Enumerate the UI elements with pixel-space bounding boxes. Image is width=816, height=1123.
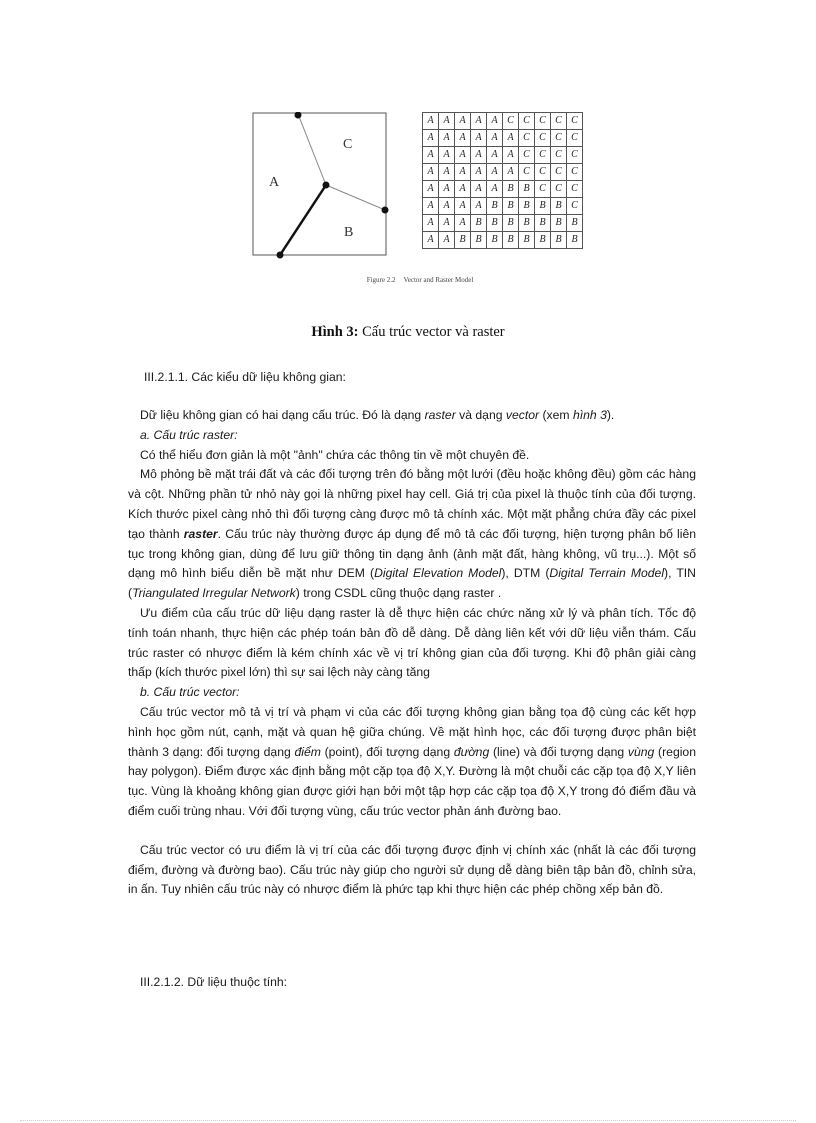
text-run: ), TIN ( [128, 566, 696, 601]
paragraph-vector-description [128, 703, 696, 822]
text-run: ), DTM ( [501, 566, 550, 581]
text-run: ) trong CSDL cũng thuộc dạng raster . [295, 586, 502, 601]
region-label-c: C [343, 137, 353, 152]
text-run: (xem [539, 408, 573, 422]
raster-cell: B [471, 232, 487, 249]
paragraph-raster-description [128, 465, 696, 604]
raster-cell: C [567, 198, 583, 215]
raster-cell: A [503, 147, 519, 164]
raster-cell: A [487, 181, 503, 198]
raster-cell: A [503, 164, 519, 181]
raster-row [423, 181, 583, 198]
raster-cell: C [551, 130, 567, 147]
raster-cell: A [455, 215, 471, 232]
raster-cell: A [423, 164, 439, 181]
text-run: và dạng [455, 408, 506, 422]
raster-row [423, 198, 583, 215]
raster-cell: A [423, 147, 439, 164]
raster-row [423, 113, 583, 130]
raster-row [423, 130, 583, 147]
raster-cell: C [519, 164, 535, 181]
raster-cell: A [423, 130, 439, 147]
raster-cell: A [503, 130, 519, 147]
raster-cell: C [503, 113, 519, 130]
caption-text: Cấu trúc vector và raster [358, 324, 505, 340]
raster-cell: C [519, 113, 535, 130]
raster-cell: A [439, 232, 455, 249]
raster-cell: A [455, 198, 471, 215]
raster-cell: B [487, 198, 503, 215]
term-tin: Triangulated Irregular Network [132, 586, 296, 601]
raster-row [423, 164, 583, 181]
raster-cell: A [471, 181, 487, 198]
subheading-vector: b. Cấu trúc vector: [140, 685, 240, 700]
boundary-line-top [298, 114, 326, 185]
raster-cell: A [471, 198, 487, 215]
paragraph-gap [128, 822, 696, 841]
raster-row [423, 215, 583, 232]
raster-cell: A [455, 164, 471, 181]
raster-cell: C [567, 147, 583, 164]
text-run: Cấu trúc vector mô tả vị trí và phạm vi của các đối tượng không gian bằng tọa độ cùng các kết hợp hình học gồm nút, cạnh, mặt và quan hệ giữa chúng. Về mặt hình học, các đối tượng được phân biệt thành 3 dạng: đối tượng dạng [128, 704, 696, 759]
raster-cell: B [455, 232, 471, 249]
raster-cell: C [535, 113, 551, 130]
node-top [295, 112, 302, 119]
raster-cell: C [551, 164, 567, 181]
raster-cell: A [439, 198, 455, 215]
raster-cell: A [439, 215, 455, 232]
vector-model-svg [252, 112, 410, 260]
raster-cell: A [423, 113, 439, 130]
term-raster-bold: raster [183, 526, 218, 541]
page-bottom-edge [20, 1120, 796, 1121]
figure-small-title: Vector and Raster Model [403, 276, 474, 284]
raster-cell: B [519, 181, 535, 198]
raster-cell: B [487, 232, 503, 249]
text-run: ). [606, 408, 615, 422]
raster-cell: C [551, 147, 567, 164]
raster-cell: A [439, 113, 455, 130]
raster-cell: A [455, 113, 471, 130]
raster-cell: B [503, 181, 519, 198]
figure-number: Figure 2.2 [366, 276, 396, 284]
node-bottom [277, 252, 284, 259]
node-center [323, 182, 330, 189]
term-dtm: Digital Terrain Model [549, 566, 665, 581]
text-run: Dữ liệu không gian có hai dạng cấu trúc. Đó là dạng [140, 408, 425, 422]
raster-cell: B [567, 215, 583, 232]
raster-cell: B [487, 215, 503, 232]
raster-cell: A [439, 164, 455, 181]
text-run: . Cấu trúc này thường được áp dụng để mô tả các đối tượng, hiện tượng phân bố liên tục trong không gian, dùng để lưu giữ thông tin dạng ảnh (ảnh mặt đất, hàng không, vũ trụ...). Một số dạng mô hình biểu diễn bề mặt như DEM ( [128, 526, 697, 581]
raster-cell: A [455, 130, 471, 147]
paragraph-raster-pros-cons: Ưu điểm của cấu trúc dữ liệu dạng raster là dễ thực hiện các chức năng xử lý và phân tích. Tốc độ tính toán nhanh, thực hiện các phép toán bản đồ dễ dàng. Dễ dàng liên kết với dữ liệu viễn thám. Cấu trúc raster có nhược điểm là kém chính xác về vị trí không gian của đối tượng. Khi độ phân giải càng thấp (kích thước pixel lớn) thì sự sai lệch này càng tăng [128, 605, 696, 680]
raster-cell: B [535, 198, 551, 215]
raster-cell: C [535, 130, 551, 147]
raster-cell: A [423, 198, 439, 215]
subheading-raster: a. Cấu trúc raster: [140, 427, 238, 442]
raster-cell: A [471, 164, 487, 181]
region-label-b: B [344, 225, 354, 240]
raster-cell: C [567, 113, 583, 130]
raster-cell: C [551, 113, 567, 130]
raster-cell: A [439, 181, 455, 198]
text-run: (point), đối tượng dạng [320, 744, 454, 759]
region-label-a: A [269, 175, 280, 190]
term-vector: vector [505, 408, 540, 422]
figure-reference: hình 3 [572, 408, 607, 422]
vector-model-diagram [252, 112, 410, 260]
text-run: (line) và đối tượng dạng [489, 744, 628, 759]
figure-small-caption [270, 276, 570, 284]
raster-cell: B [519, 198, 535, 215]
raster-cell: C [535, 147, 551, 164]
raster-cell: A [487, 130, 503, 147]
section-heading-attribute-data: III.2.1.2. Dữ liệu thuộc tính: [140, 975, 288, 989]
raster-cell: C [567, 181, 583, 198]
raster-cell: C [535, 164, 551, 181]
figure-caption [0, 324, 816, 341]
term-raster: raster [424, 408, 456, 422]
raster-cell: C [519, 130, 535, 147]
raster-cell: A [439, 147, 455, 164]
term-line: đường [453, 744, 490, 759]
raster-cell: B [535, 215, 551, 232]
node-right [382, 207, 389, 214]
boundary-line-right [326, 185, 385, 210]
caption-label: Hình 3: [311, 324, 359, 340]
raster-cell: A [423, 181, 439, 198]
raster-cell: B [503, 198, 519, 215]
text-run: (region hay polygon). Điểm được xác định bằng một cặp tọa độ X,Y. Đường là một chuỗi các cặp tọa độ X,Y liên tục. Vùng là khoảng không gian được giới hạn bởi một tập hợp các cặp tọa độ X,Y trong đó điểm đầu và điểm cuối trùng nhau. Với đối tượng vùng, cấu trúc vector phản ánh đường bao. [128, 744, 696, 818]
raster-cell: A [423, 215, 439, 232]
raster-cell: C [551, 181, 567, 198]
raster-cell: A [487, 113, 503, 130]
term-dem: Digital Elevation Model [374, 566, 502, 581]
raster-model-grid [422, 112, 583, 249]
raster-cell: B [535, 232, 551, 249]
term-region: vùng [627, 744, 655, 759]
raster-cell: A [423, 232, 439, 249]
paragraph-intro [128, 406, 696, 426]
raster-cell: B [551, 198, 567, 215]
raster-cell: B [519, 215, 535, 232]
raster-row [423, 147, 583, 164]
raster-cell: B [519, 232, 535, 249]
raster-cell: A [455, 147, 471, 164]
raster-cell: C [519, 147, 535, 164]
text-run: Mô phỏng bề mặt trái đất và các đối tượng trên đó bằng một lưới (đều hoặc không đều) gồm các hàng và cột. Những phần tử nhỏ này gọi là những pixel hay cell. Giá trị của pixel là thuộc tính của đối tượng. Kích thước pixel càng nhỏ thì đối tượng càng được mô tả chính xác. Một mặt phẳng chứa đầy các pixel tạo thành [128, 467, 696, 541]
raster-cell: A [439, 130, 455, 147]
raster-cell: A [487, 164, 503, 181]
term-point: điểm [294, 744, 321, 759]
raster-cell: A [471, 113, 487, 130]
vector-raster-figure [252, 112, 592, 292]
raster-cell: A [471, 147, 487, 164]
raster-row [423, 232, 583, 249]
raster-cell: B [503, 232, 519, 249]
body-text [128, 406, 696, 900]
raster-cell: C [535, 181, 551, 198]
boundary-line-bottom [280, 185, 326, 255]
raster-cell: A [455, 181, 471, 198]
raster-cell: B [503, 215, 519, 232]
section-heading-spatial-data-types: III.2.1.1. Các kiểu dữ liệu không gian: [144, 370, 346, 384]
paragraph-vector-pros-cons: Cấu trúc vector có ưu điểm là vị trí của các đối tượng được định vị chính xác (nhất là các đối tượng điểm, đường và đường bao). Cấu trúc này giúp cho người sử dụng dễ dàng biên tập bản đồ, chỉnh sửa, in ấn. Tuy nhiên cấu trúc này có nhược điểm là phức tạp khi thực hiện các phép chồng xếp bản đồ. [128, 842, 696, 897]
raster-cell: B [471, 215, 487, 232]
raster-cell: B [567, 232, 583, 249]
raster-cell: A [487, 147, 503, 164]
raster-cell: B [551, 232, 567, 249]
raster-cell: C [567, 130, 583, 147]
raster-cell: A [471, 130, 487, 147]
paragraph-raster-definition: Có thể hiểu đơn giản là một "ảnh" chứa các thông tin về một chuyên đề. [140, 447, 530, 462]
raster-cell: B [551, 215, 567, 232]
raster-cell: C [567, 164, 583, 181]
